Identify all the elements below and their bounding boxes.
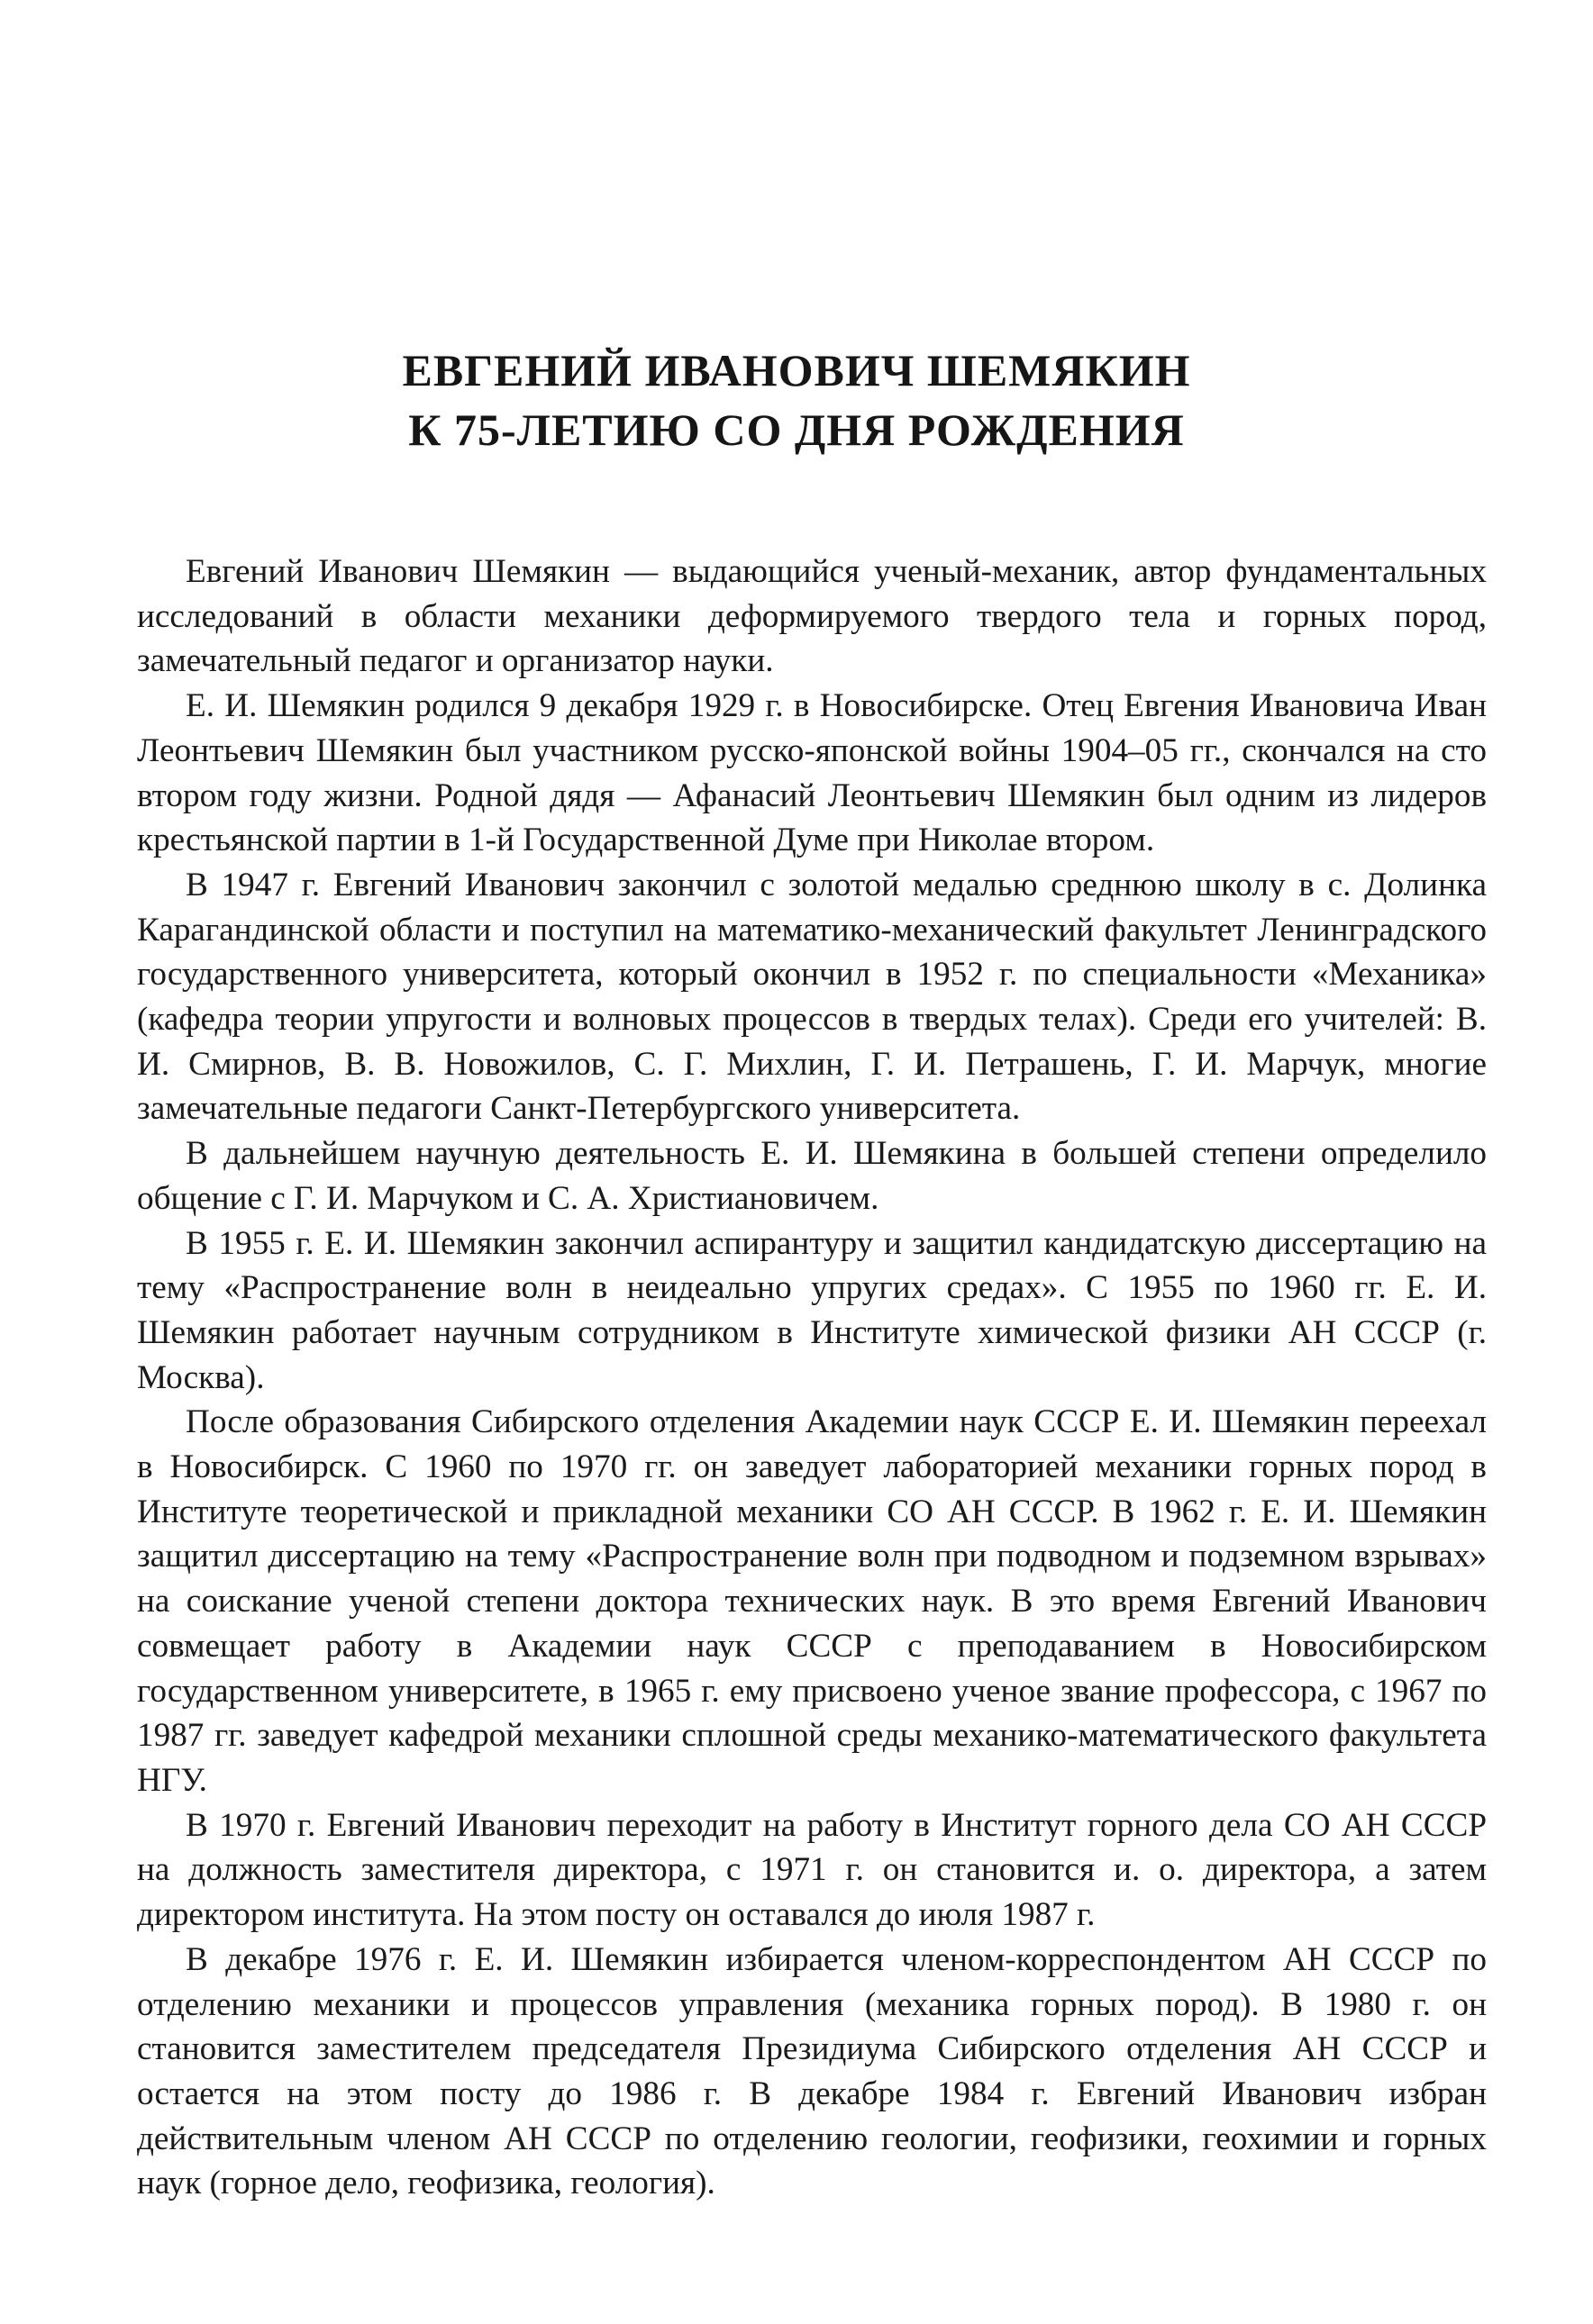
page-title: [0, 340, 1593, 459]
paragraph-6: После образования Сибирского отделения Академии наук СССР Е. И. Шемякин переехал в Новосибирск. С 1960 по 1970 гг. он заведует лабораторией механики горных пород в Институте теоретической и прикладной механики СО АН СССР. В 1962 г. Е. И. Шемякин защитил диссертацию на тему «Распространение волн при подводном и подземном взрывах» на соискание ученой степени доктора технических наук. В это время Евгений Иванович совмещает работу в Академии наук СССР с преподаванием в Новосибирском государственном университете, в 1965 г. ему присвоено ученое звание профессора, с 1967 по 1987 гг. заведует кафедрой механики сплошной среды механико-математического факультета НГУ.: [137, 1403, 1487, 1799]
title-line-1: ЕВГЕНИЙ ИВАНОВИЧ ШЕМЯКИН: [402, 345, 1191, 395]
paragraph-2: Е. И. Шемякин родился 9 декабря 1929 г. в Новосибирске. Отец Евгения Ивановича Иван Леонтьевич Шемякин был участником русско-японской войны 1904–05 гг., скончался на сто втором году жизни. Родной дядя — Афанасий Леонтьевич Шемякин был одним из лидеров крестьянской партии в 1-й Государственной Думе при Николае втором.: [137, 687, 1487, 859]
paragraph-4: В дальнейшем научную деятельность Е. И. Шемякина в большей степени определило общение с Г. И. Марчуком и С. А. Христиановичем.: [137, 1135, 1487, 1217]
paragraph-8: В декабре 1976 г. Е. И. Шемякин избирается членом-корреспондентом АН СССР по отделению механики и процессов управления (механика горных пород). В 1980 г. он становится заместителем председателя Президиума Сибирского отделения АН СССР и остается на этом посту до 1986 г. В декабре 1984 г. Евгений Иванович избран действительным членом АН СССР по отделению геологии, геофизики, геохимии и горных наук (горное дело, геофизика, геология).: [137, 1940, 1487, 2202]
paragraph-7: В 1970 г. Евгений Иванович переходит на работу в Институт горного дела СО АН СССР на должность заместителя директора, с 1971 г. он становится и. о. директора, а затем директором института. На этом посту он оставался до июля 1987 г.: [137, 1806, 1487, 1934]
paragraph-3: В 1947 г. Евгений Иванович закончил с золотой медалью среднюю школу в с. Долинка Карагандинской области и поступил на математико-механический факультет Ленинградского государственного университета, который окончил в 1952 г. по специальности «Механика» (кафедра теории упругости и волновых процессов в твердых телах). Среди его учителей: В. И. Смирнов, В. В. Новожилов, С. Г. Михлин, Г. И. Петрашень, Г. И. Марчук, многие замечательные педагоги Санкт-Петербургского университета.: [137, 866, 1487, 1128]
paragraph-1: Евгений Иванович Шемякин — выдающийся ученый-механик, автор фундаментальных исследований в области механики деформируемого твердого тела и горных пород, замечательный педагог и организатор науки.: [137, 553, 1487, 680]
paragraph-5: В 1955 г. Е. И. Шемякин закончил аспирантуру и защитил кандидатскую диссертацию на тему «Распространение волн в неидеально упругих средах». С 1955 по 1960 гг. Е. И. Шемякин работает научным сотрудником в Институте химической физики АН СССР (г. Москва).: [137, 1224, 1487, 1396]
title-line-2: К 75-ЛЕТИЮ СО ДНЯ РОЖДЕНИЯ: [408, 404, 1185, 455]
article-body: [137, 549, 1487, 2206]
